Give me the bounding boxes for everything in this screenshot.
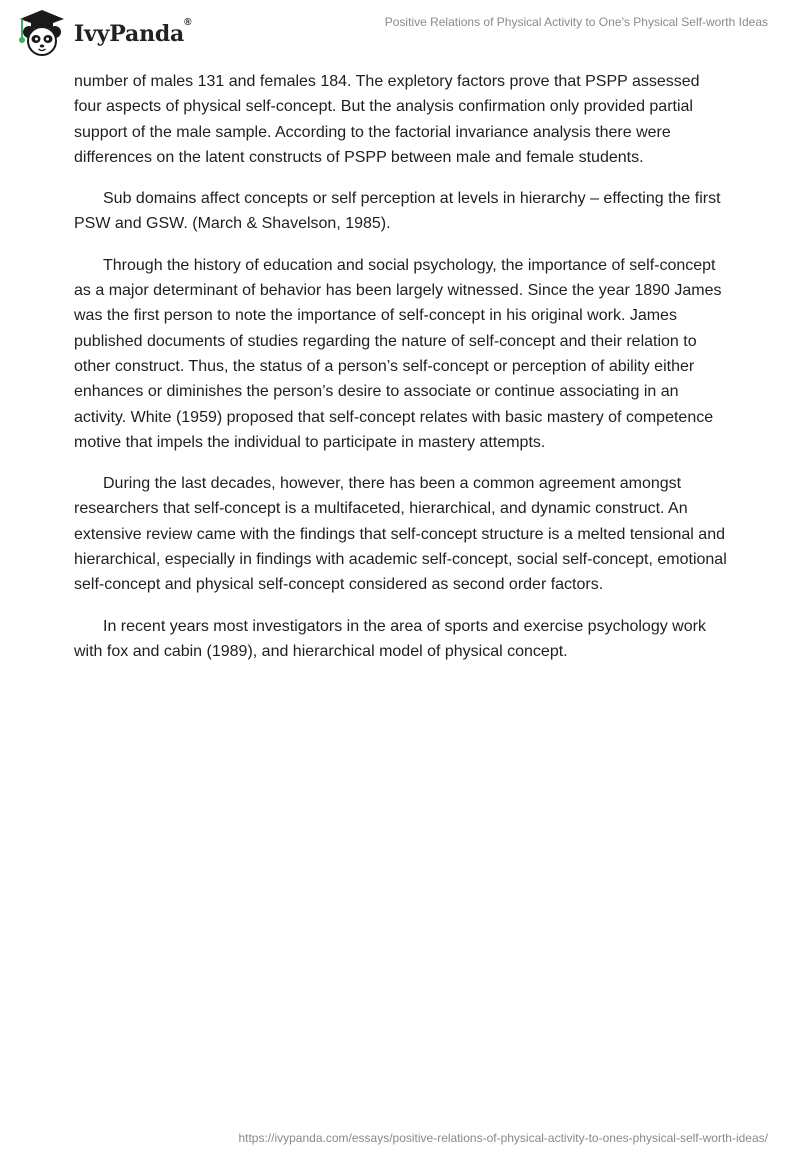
paragraph: Sub domains affect concepts or self perception at levels in hierarchy – effecting the first PSW and GSW. (March & Shavelson, 1985). [74,190,721,233]
registered-mark: ® [184,17,192,28]
paragraph: Through the history of education and social psychology, the importance of self-concept as a major determinant of behavior has been largely witnessed. Since the year 1890 James was the first person to note the importance of self-concept in his original work. James published documents of studies regarding the nature of self-concept and their relation to other construct. Thus, the status of a person’s self-concept or perception of ability either enhances or diminishes the person’s desire to associate or continue associating in an activity. White (1959) proposed that self-concept relates with basic mastery of competence motive that impels the individual to participate in mastery attempts. [74,256,722,451]
logo-wordmark [74,17,192,47]
source-url-link[interactable]: https://ivypanda.com/essays/positive-relations-of-physical-activity-to-ones-physical-self-worth-ideas/ [238,1131,768,1145]
paragraph: number of males 131 and females 184. The expletory factors prove that PSPP assessed four aspects of physical self-concept. But the analysis confirmation only provided partial support of the male sample. According to the factorial invariance analysis there were differences on the latent constructs of PSPP between male and female students. [74,73,700,166]
document-title: Positive Relations of Physical Activity to One’s Physical Self-worth Ideas [384,15,768,29]
essay-body [74,69,730,680]
ivypanda-logo[interactable] [14,8,191,58]
panda-graduate-icon [14,8,70,58]
paragraph: During the last decades, however, there has been a common agreement amongst researchers that self-concept is a multifaceted, hierarchical, and dynamic construct. An extensive review came with the findings that self-concept structure is a melted tensional and hierarchical, especially in findings with academic self-concept, social self-concept, emotional self-concept and physical self-concept considered as second order factors. [74,475,727,594]
paragraph: In recent years most investigators in the area of sports and exercise psychology work with fox and cabin (1989), and hierarchical model of physical concept. [74,617,706,660]
page-header [0,0,800,70]
logo-text: IvyPanda [74,21,185,47]
